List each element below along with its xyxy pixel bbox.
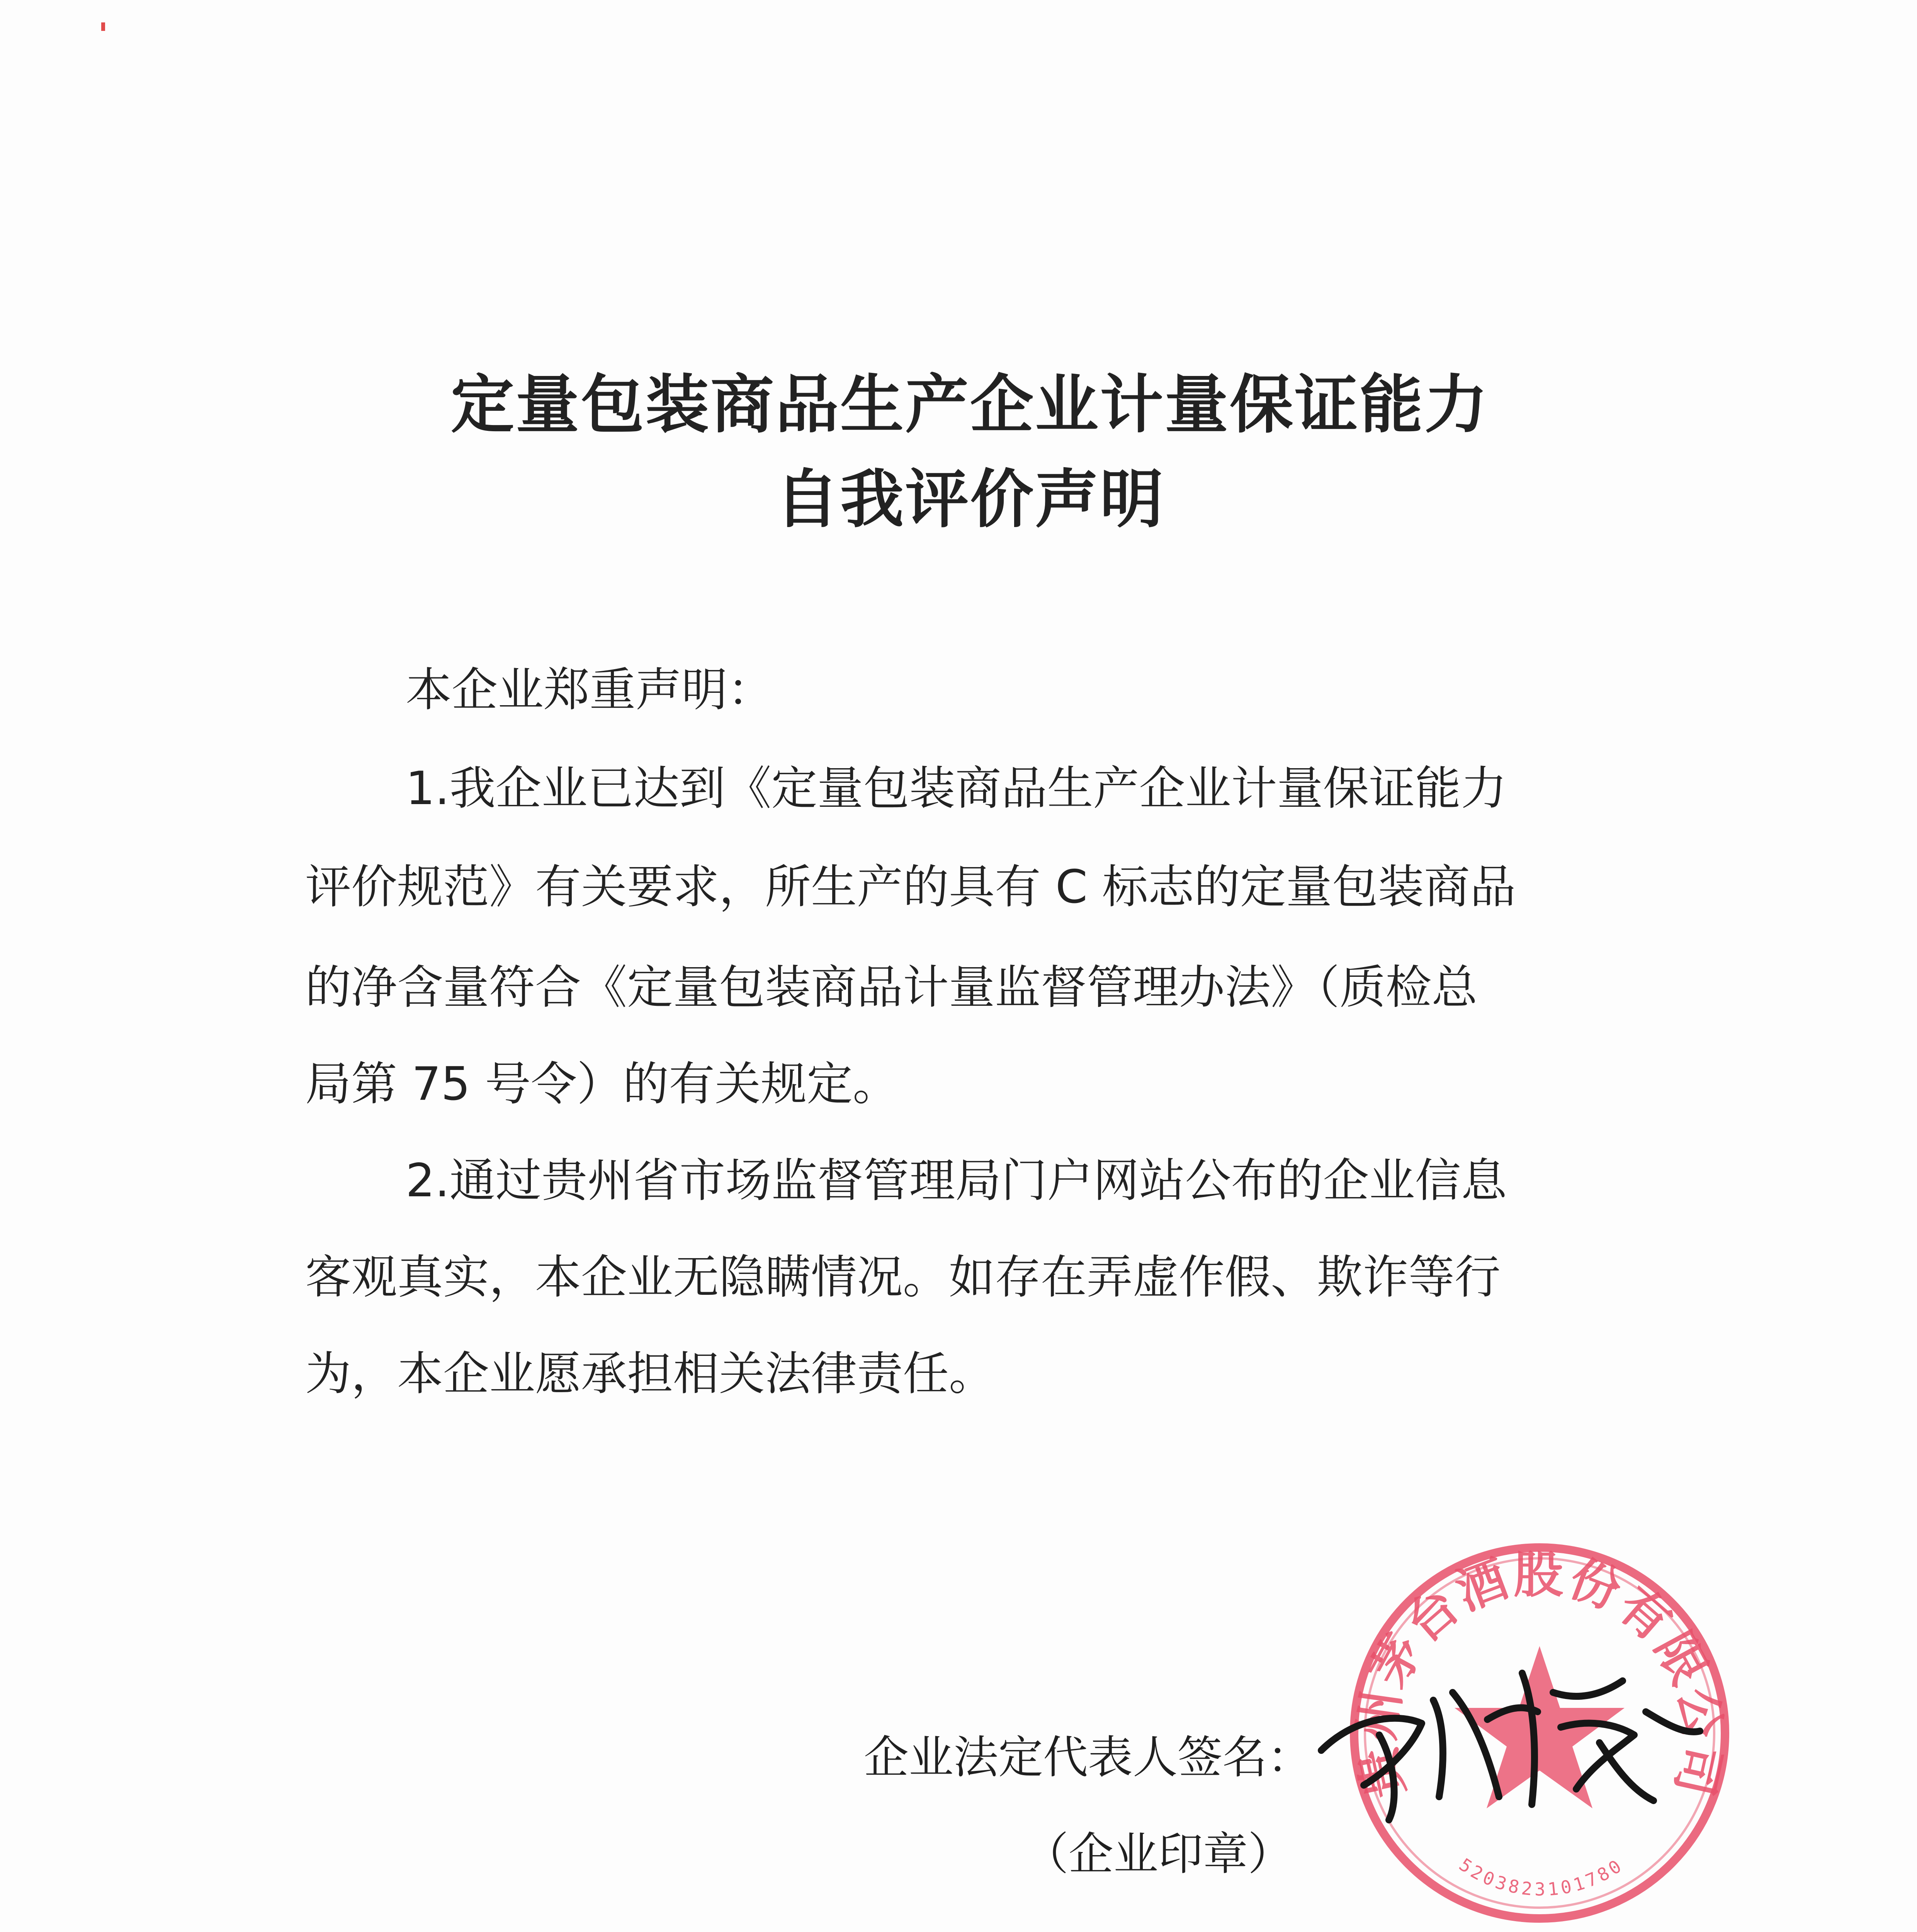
- clause-2-line: 客观真实，本企业无隐瞒情况。如存在弄虚作假、欺诈等行: [305, 1251, 1501, 1304]
- seal-code: 5203823101780: [1455, 1854, 1628, 1900]
- document-title-line-1: 定量包装商品生产企业计量保证能力: [450, 367, 1489, 442]
- clause-1-line: 评价规范》有关要求，所生产的具有 C 标志的定量包装商品: [305, 861, 1516, 914]
- clause-2-line: 2.通过贵州省市场监督管理局门户网站公布的企业信息: [406, 1154, 1507, 1208]
- clause-1-line: 局第 75 号令）的有关规定。: [305, 1058, 899, 1111]
- signature-label: 企业法定代表人签名：: [864, 1731, 1312, 1784]
- clause-1-line: 的净含量符合《定量包装商品计量监督管理办法》（质检总: [305, 961, 1478, 1014]
- intro-text: 本企业郑重声明：: [406, 663, 773, 717]
- clause-2-line: 为，本企业愿承担相关法律责任。: [305, 1347, 995, 1401]
- handwritten-signature: [1306, 1634, 1715, 1835]
- seal-label: （企业印章）: [1024, 1828, 1293, 1880]
- scan-mark: [101, 22, 105, 31]
- clause-1-line: 1.我企业已达到《定量包装商品生产企业计量保证能力: [406, 762, 1507, 815]
- seal-company-name: 贵州茅台酒股份有限公司: [1347, 1546, 1732, 1803]
- document-title-line-2: 自我评价声明: [775, 462, 1165, 536]
